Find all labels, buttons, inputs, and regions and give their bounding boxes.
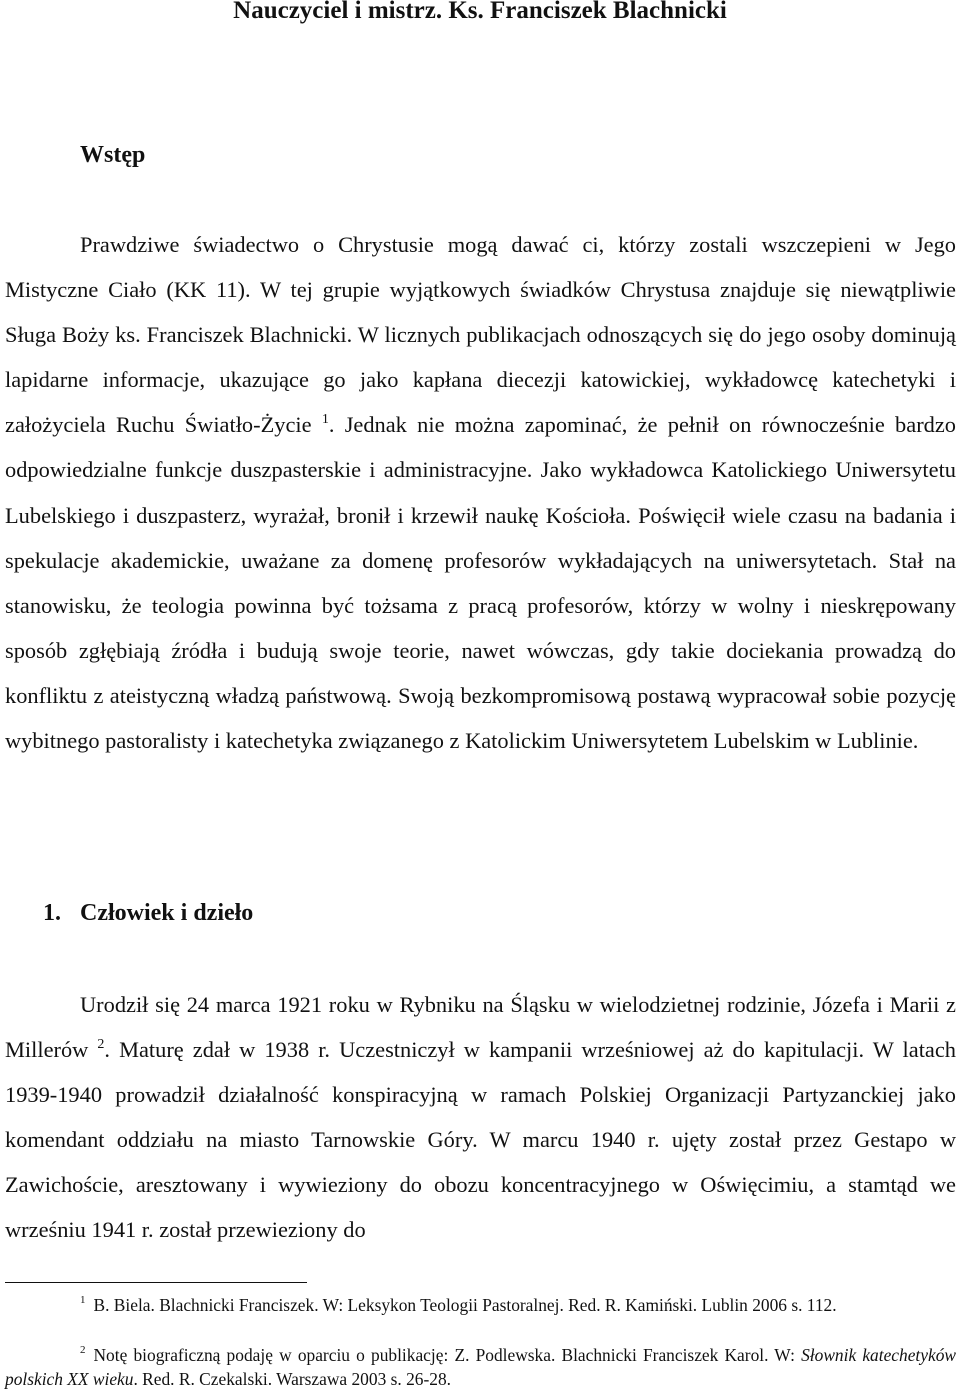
intro-text-start: Prawdziwe świadectwo o Chrystusie mogą dawać ci, którzy zostali wszczepieni w Jego Mistyczne Ciało (KK 11). W tej grupie wyjątkowych świadków Chrystusa znajduje się niewątpliwie Sługa Boży ks. Franciszek Blachnicki. W licznych publikacjach odnoszących się do jego osoby dominują lapidarne informacje, ukazujące go jako kapłana diecezji katowickiej, wykładowcę katechetyki i założyciela Ruchu Światło-Życie	[5, 232, 956, 438]
section-1-text-end: . Maturę zdał w 1938 r. Uczestniczył w kampanii wrześniowej aż do kapitulacji. W latach 1939-1940 prowadził działalność konspiracyjną w ramach Polskiej Organizacji Partyzanckiej jako komendant oddziału na miasto Tarnowskie Góry. W marcu 1940 r. ujęty został przez Gestapo w Zawichoście, aresztowany i wywieziony do obozu koncentracyjnego w Oświęcimiu, a stamtąd we wrześniu 1941 r. został przewieziony do	[5, 1037, 956, 1243]
footnote-1	[5, 1292, 956, 1319]
intro-heading: Wstęp	[80, 142, 146, 168]
document-title: Nauczyciel i mistrz. Ks. Franciszek Blachnicki	[233, 0, 727, 24]
footnote-1-text: B. Biela. Blachnicki Franciszek. W: Leksykon Teologii Pastoralnej. Red. R. Kamiński. Lublin 2006 s. 112.	[93, 1295, 837, 1315]
section-1-number: 1.	[43, 900, 61, 926]
footnote-ref-2[interactable]: 2	[97, 1037, 105, 1053]
footnote-ref-1[interactable]: 1	[321, 412, 329, 428]
intro-text-end: . Jednak nie można zapominać, że pełnił on równocześnie bardzo odpowiedzialne funkcje duszpasterskie i administracyjne. Jako wykładowca Katolickiego Uniwersytetu Lubelskiego i duszpasterz, wyrażał, bronił i krzewił naukę Kościoła. Poświęcił wiele czasu na badania i spekulacje akademickie, uważane za domenę profesorów wykładających na uniwersytetach. Stał na stanowisku, że teologia powinna być tożsama z pracą profesorów, którzy w wolny i nieskrępowany sposób zgłębiają źródła i budują swoje teorie, nawet wówczas, gdy takie dociekania prowadzą do konfliktu z ateistyczną władzą państwową. Swoją bezkompromisową postawą wypracował sobie pozycję wybitnego pastoralisty i katechetyka związanego z Katolickim Uniwersytetem Lubelskim w Lublinie.	[5, 412, 956, 754]
footnote-2-number: 2	[80, 1344, 86, 1356]
section-1-title: Człowiek i dzieło	[80, 900, 254, 926]
footnote-2-text: Notę biograficzną podaję w oparciu o publikację: Z. Podlewska. Blachnicki Franciszek Karol. W:	[93, 1345, 802, 1365]
footnote-separator	[5, 1282, 307, 1283]
footnote-2-book-title: Słownik katechetyków polskich XX wieku	[5, 1345, 956, 1389]
section-1-text-start: Urodził się 24 marca 1921 roku w Rybniku na Śląsku w wielodzietnej rodzinie, Józefa i Marii z Millerów	[5, 992, 956, 1063]
footnote-1-number: 1	[80, 1294, 86, 1306]
footnote-2-text-end: . Red. R. Czekalski. Warszawa 2003 s. 26-28.	[133, 1369, 451, 1389]
section-1-heading	[43, 900, 253, 927]
intro-paragraph	[5, 222, 956, 763]
footnote-2	[5, 1343, 956, 1391]
section-1-paragraph	[5, 982, 956, 1253]
